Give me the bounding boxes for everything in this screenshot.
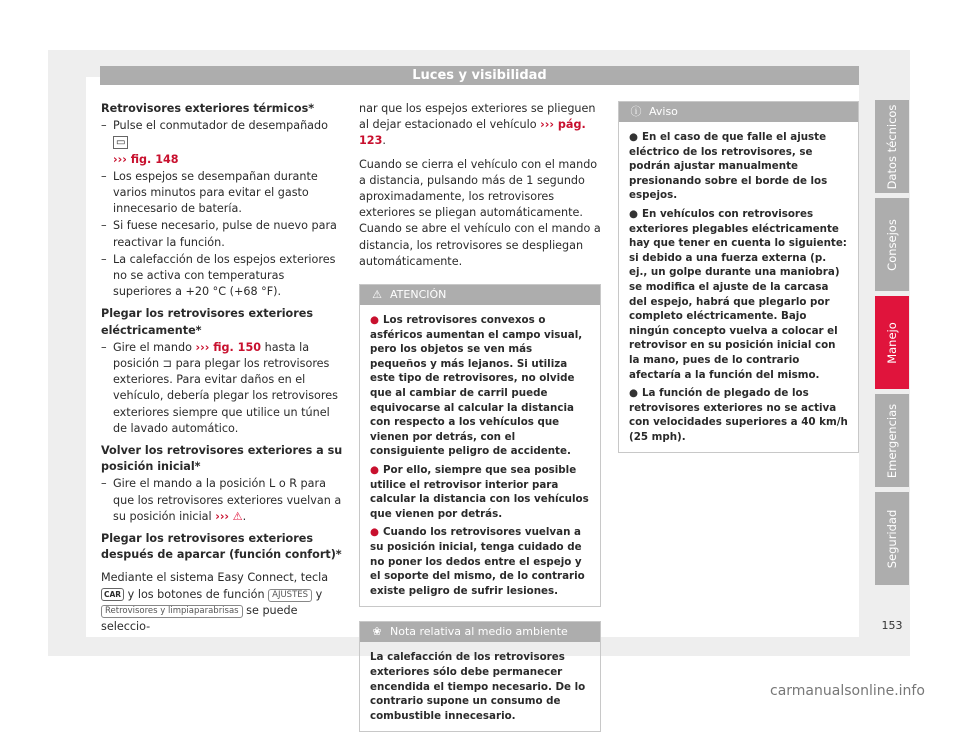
tab-manejo[interactable] bbox=[875, 296, 909, 389]
bullet-item bbox=[629, 207, 848, 382]
arrow-glyph: ››› bbox=[215, 509, 230, 523]
bullet-dot: ● bbox=[370, 526, 379, 539]
mirror-fold-icon: ⊐ bbox=[162, 357, 173, 371]
heading-heated-mirrors: Retrovisores exteriores térmicos* bbox=[101, 102, 315, 115]
fig-ref: fig. 150 bbox=[213, 340, 262, 354]
step-item bbox=[101, 118, 343, 168]
step-item: – Si fuese necesario, pulse de nuevo para reactivar la función. bbox=[101, 218, 343, 250]
para-text: Mediante el sistema Easy Connect, tecla bbox=[101, 571, 329, 585]
para-text: y bbox=[315, 587, 323, 601]
attention-box bbox=[359, 284, 601, 607]
bullet-dot: ● bbox=[370, 314, 379, 327]
step-text: hasta la posición bbox=[113, 340, 310, 371]
tab-label: Datos técnicos bbox=[885, 104, 899, 189]
column-right bbox=[618, 101, 859, 453]
paragraph bbox=[101, 570, 343, 635]
fig-ref: fig. 148 bbox=[130, 152, 179, 166]
car-key: CAR bbox=[101, 588, 124, 601]
heading-fold-mirrors: Plegar los retrovisores exteriores eléctricamente* bbox=[101, 307, 313, 337]
arrow-glyph: ››› bbox=[195, 340, 210, 354]
step-item: – Gire el mando a la posición L o R para que los retrovisores exteriores vuelvan a su posición inicial ››› ⚠. bbox=[101, 476, 343, 525]
bullet-item bbox=[370, 463, 590, 521]
environment-note-header bbox=[360, 622, 600, 642]
step-item: – Los espejos se desempañan durante varios minutos para evitar el gasto innecesario de batería. bbox=[101, 169, 343, 218]
step-text: Gire el mando bbox=[113, 340, 192, 354]
notice-body bbox=[619, 122, 858, 452]
warning-icon: ⚠ bbox=[232, 509, 243, 523]
retrovisores-key: Retrovisores y limpiaparabrisas bbox=[101, 605, 243, 618]
notice-title: Aviso bbox=[649, 105, 678, 118]
bullet-dot: ● bbox=[370, 463, 379, 476]
bullet-dot: ● bbox=[629, 207, 638, 220]
bullet-item bbox=[629, 386, 848, 444]
environment-note-body: La calefacción de los retrovisores exteriores sólo debe permanecer encendida el tiempo necesario. De lo contrario supone un consumo de combustible innecesario. bbox=[370, 651, 586, 722]
column-middle bbox=[359, 101, 601, 732]
tab-seguridad[interactable] bbox=[875, 492, 909, 585]
para-text: se puede seleccio- bbox=[101, 603, 298, 634]
step-text: para plegar los retrovisores exteriores. Para evitar daños en el vehículo, debería plegar los retrovisores exteriores siempre que utilice un túnel de lavado automático. bbox=[113, 357, 338, 435]
bullet-text: Por ello, siempre que sea posible utilice el retrovisor interior para calcular la distancia con los vehículos que vienen por detrás. bbox=[370, 463, 589, 520]
watermark: carmanualsonline.info bbox=[770, 683, 925, 699]
step-item: – La calefacción de los espejos exteriores no se activa con temperaturas superiores a +20 °C (+68 °F). bbox=[101, 252, 343, 301]
tab-datos-tecnicos[interactable] bbox=[875, 100, 909, 193]
bullet-text: Los retrovisores convexos o asféricos aumentan el campo visual, pero los objetos se ven más pequeños y más lejanos. Si utiliza este tipo de retrovisores, no olvide que al cambiar de carril puede equivocarse al calcular la distancia con respecto a los vehículos que vienen por detrás, con el consiguiente peligro de accidente. bbox=[370, 314, 583, 458]
info-icon: ⓘ bbox=[630, 105, 642, 118]
attention-title: ATENCIÓN bbox=[390, 288, 447, 302]
bullet-text: En vehículos con retrovisores exteriores plegables eléctricamente hay que tener en cuenta lo siguiente: si debido a una fuerza externa (p. ej., un golpe durante una maniobra) se modifica el ajuste de la carcasa del espejo, habrá que plegarlo por completo eléctricamente. Bajo ningún concepto vuelva a colocar el retrovisor en su posición inicial con la mano, pues de lo contrario afectaría a la función del mismo. bbox=[629, 207, 847, 381]
environment-note-title: Nota relativa al medio ambiente bbox=[390, 625, 568, 639]
column-left bbox=[101, 101, 343, 635]
step-text: Pulse el conmutador de desempañado bbox=[113, 119, 328, 133]
heading-fold-after-parking: Plegar los retrovisores exteriores después de aparcar (función confort)* bbox=[101, 532, 342, 562]
step-text: Gire el mando a la posición L o R para que los retrovisores exteriores vuelvan a su posición inicial bbox=[113, 477, 342, 523]
bullet-item bbox=[370, 525, 590, 598]
bullet-dot: ● bbox=[629, 131, 638, 143]
tab-emergencias[interactable] bbox=[875, 394, 909, 487]
bullet-dot: ● bbox=[629, 387, 638, 400]
tab-label: Manejo bbox=[885, 321, 899, 364]
page-ref: pág. 123 bbox=[359, 118, 586, 148]
fig-link[interactable] bbox=[195, 341, 261, 354]
paragraph: Cuando se cierra el vehículo con el mando a distancia, pulsando más de 1 segundo aproximadamente, los retrovisores exteriores se pliegan automáticamente. Cuando se abre el vehículo con el mando a distancia, los retrovisores se despliegan automáticamente. bbox=[359, 157, 601, 268]
arrow-glyph: ››› bbox=[113, 152, 127, 166]
page-number: 153 bbox=[881, 619, 903, 632]
bullet-text: En el caso de que falle el ajuste eléctrico de los retrovisores, se podrán ajustar manualmente presionando sobre el borde de los espejos. bbox=[629, 131, 828, 202]
attention-body bbox=[360, 305, 600, 606]
notice-header bbox=[619, 102, 858, 122]
defrost-icon: ▭ bbox=[113, 136, 128, 149]
attention-header bbox=[360, 285, 600, 305]
fig-link[interactable] bbox=[113, 153, 179, 166]
environment-note-box bbox=[359, 621, 601, 732]
warning-icon: ⚠ bbox=[372, 288, 382, 302]
tab-consejos[interactable] bbox=[875, 198, 909, 291]
page-header: Luces y visibilidad bbox=[100, 66, 859, 85]
section-tabs bbox=[875, 100, 909, 590]
tab-label: Emergencias bbox=[885, 403, 899, 478]
notice-box bbox=[618, 101, 859, 453]
paragraph: nar que los espejos exteriores se plieguen al dejar estacionado el vehículo ››› pág. 123. bbox=[359, 102, 596, 148]
heading-restore-mirrors: Volver los retrovisores exteriores a su posición inicial* bbox=[101, 444, 343, 474]
ajustes-key: AJUSTES bbox=[268, 589, 312, 602]
arrow-glyph: ››› bbox=[540, 118, 554, 132]
tab-label: Seguridad bbox=[885, 509, 899, 568]
bullet-item bbox=[629, 130, 848, 203]
bullet-item bbox=[370, 313, 590, 459]
tab-label: Consejos bbox=[885, 218, 899, 271]
para-text: nar que los espejos exteriores se plieguen al dejar estacionado el vehículo bbox=[359, 102, 596, 132]
step-item bbox=[101, 340, 343, 437]
bullet-text: La función de plegado de los retrovisores exteriores no se activa con velocidades superiores a 40 km/h (25 mph). bbox=[629, 387, 848, 443]
leaf-icon: ❀ bbox=[372, 625, 382, 639]
bullet-text: Cuando los retrovisores vuelvan a su posición inicial, tenga cuidado de no poner los dedos entre el espejo y el soporte del mismo, de lo contrario existe peligro de sufrir lesiones. bbox=[370, 526, 585, 597]
para-text: y los botones de función bbox=[127, 587, 265, 601]
